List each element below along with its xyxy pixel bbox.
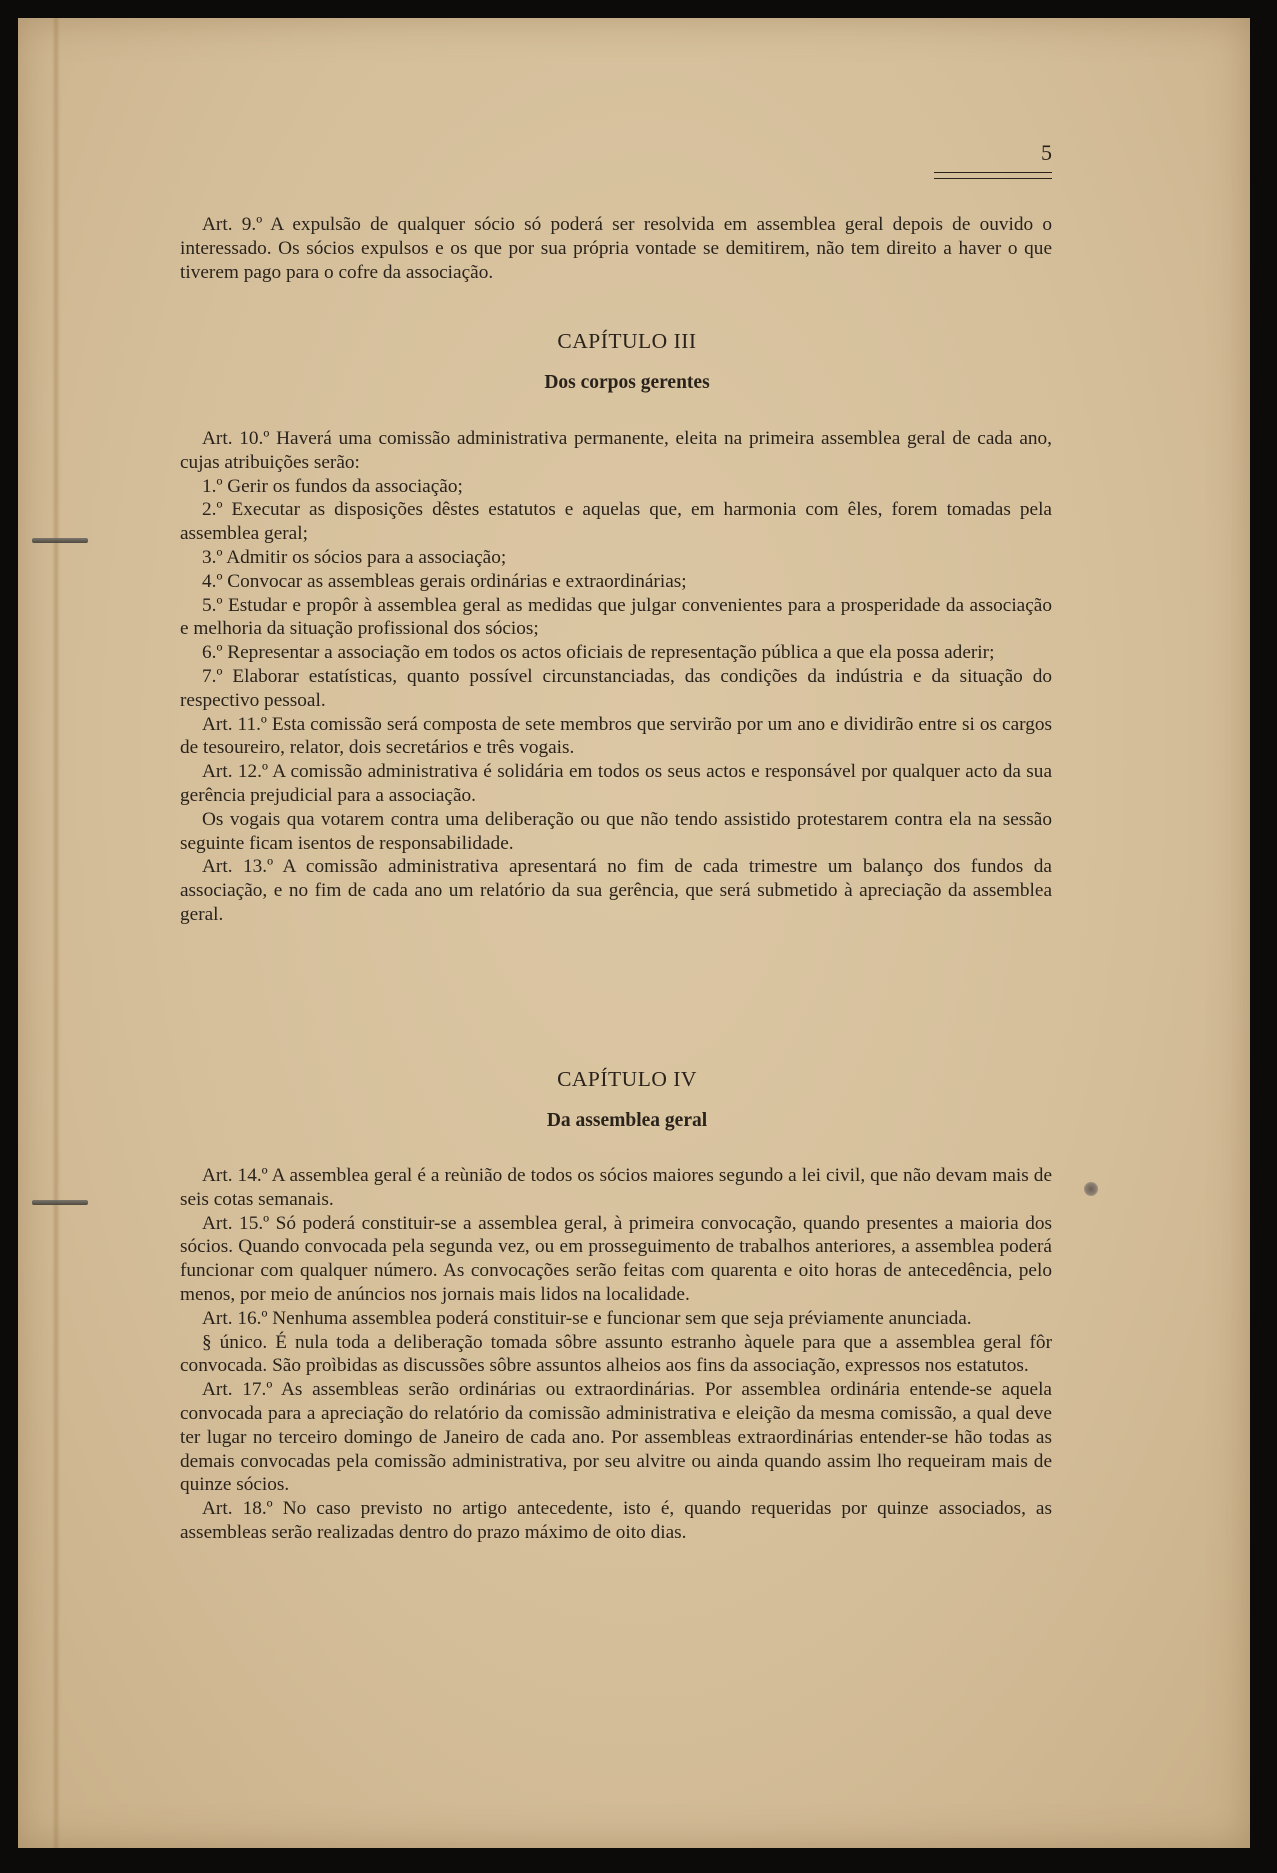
staple-mark-top [32, 538, 88, 543]
chapter-4-title: CAPÍTULO IV [557, 1067, 697, 1091]
chapter-3-body [180, 427, 1052, 927]
binding-crease [52, 18, 60, 1848]
document-page [18, 18, 1250, 1848]
paragraph: Art. 15.º Só poderá constituir-se a assemblea geral, à primeira convocação, quando presentes a maioria dos sócios. Quando convocada pela segunda vez, ou em prosseguimento de trabalhos anteriores, a assemblea poderá funcionar com qualquer número. As convocações serão feitas com quarenta e oito horas de antecedência, pelo menos, por meio de anúncios nos jornais mais lidos na localidade. [180, 1212, 1052, 1305]
paragraph: Art. 13.º A comissão administrativa apresentará no fim de cada trimestre um balanço dos fundos da associação, e no fim de cada ano um relatório da sua gerência, que será submetido à apreciação da assemblea geral. [180, 856, 1052, 925]
staple-mark-bottom [32, 1200, 88, 1205]
paragraph: § único. É nula toda a deliberação tomada sôbre assunto estranho àquele para que a assemblea geral fôr convocada. São proìbidas as discussões sôbre assuntos alheios aos fins da associação, expressos nos estatutos. [180, 1331, 1052, 1377]
paragraph: Art. 10.º Haverá uma comissão administrativa permanente, eleita na primeira assemblea geral de cada ano, cujas atribuições serão: [180, 428, 1052, 473]
paragraph: Art. 14.º A assemblea geral é a reùnião de todos os sócios maiores segundo a lei civil, que não devam mais de seis cotas semanais. [180, 1165, 1052, 1210]
chapter-4-body [180, 1164, 1052, 1545]
paragraph: 2.º Executar as disposições dêstes estatutos e aquelas que, em harmonia com êles, forem tomadas pela assemblea geral; [180, 499, 1052, 545]
intro-section [180, 213, 1052, 284]
article-9: Art. 9.º A expulsão de qualquer sócio só poderá ser resolvida em assemblea geral depois de ouvido o interessado. Os sócios expulsos e os que por sua própria vontade se demitirem, não tem direito a haver o que tiverem pago para o cofre da associação. [180, 214, 1052, 283]
paragraph: 3.º Admitir os sócios para a associação; [202, 546, 507, 568]
paragraph: 6.º Representar a associação em todos os actos oficiais de representação pública a que ela possa aderir; [202, 642, 995, 664]
page-number-rule [934, 172, 1052, 179]
paragraph: 4.º Convocar as assembleas gerais ordinárias e extraordinárias; [202, 570, 687, 592]
paragraph: Art. 18.º No caso previsto no artigo antecedente, isto é, quando requeridas por quinze associados, as assembleas serão realizadas dentro do prazo máximo de oito dias. [180, 1498, 1052, 1543]
chapter-4-heading [180, 1068, 1052, 1133]
paragraph: 5.º Estudar e propôr à assemblea geral as medidas que julgar convenientes para a prosperidade da associação e melhoria da situação profissional dos sócios; [180, 594, 1052, 640]
page-number: 5 [1041, 140, 1052, 165]
ink-spot [1084, 1182, 1098, 1196]
paragraph: 7.º Elaborar estatísticas, quanto possível circunstanciadas, das condições da indústria e da situação do respectivo pessoal. [180, 665, 1052, 711]
chapter-3-title: CAPÍTULO III [557, 329, 697, 353]
paragraph: Art. 11.º Esta comissão será composta de sete membros que servirão por um ano e dividirão entre si os cargos de tesoureiro, relator, dois secretários e três vogais. [180, 713, 1052, 759]
paragraph: Os vogais qua votarem contra uma deliberação ou que não tendo assistido protestarem contra ela na sessão seguinte ficam isentos de responsabilidade. [180, 808, 1052, 854]
chapter-3-heading [180, 330, 1052, 395]
paragraph: Art. 17.º As assembleas serão ordinárias ou extraordinárias. Por assemblea ordinária entende-se aquela convocada para a apreciação do relatório da comissão administrativa e eleição da mesma comissão, a qual deve ter lugar no terceiro domingo de Janeiro de cada ano. Por assembleas extraordinárias entender-se hão todas as demais convocadas pela comissão administrativa, por seu alvitre ou ainda quando assim lho requeiram mais de quinze sócios. [180, 1379, 1052, 1496]
paragraph: 1.º Gerir os fundos da associação; [202, 475, 463, 497]
paragraph: Art. 12.º A comissão administrativa é solidária em todos os seus actos e responsável por qualquer acto da sua gerência prejudicial para a associação. [180, 761, 1052, 806]
paragraph: Art. 16.º Nenhuma assemblea poderá constituir-se e funcionar sem que seja préviamente anunciada. [202, 1307, 972, 1329]
chapter-3-subtitle: Dos corpos gerentes [544, 371, 710, 393]
chapter-4-subtitle: Da assemblea geral [546, 1109, 708, 1131]
